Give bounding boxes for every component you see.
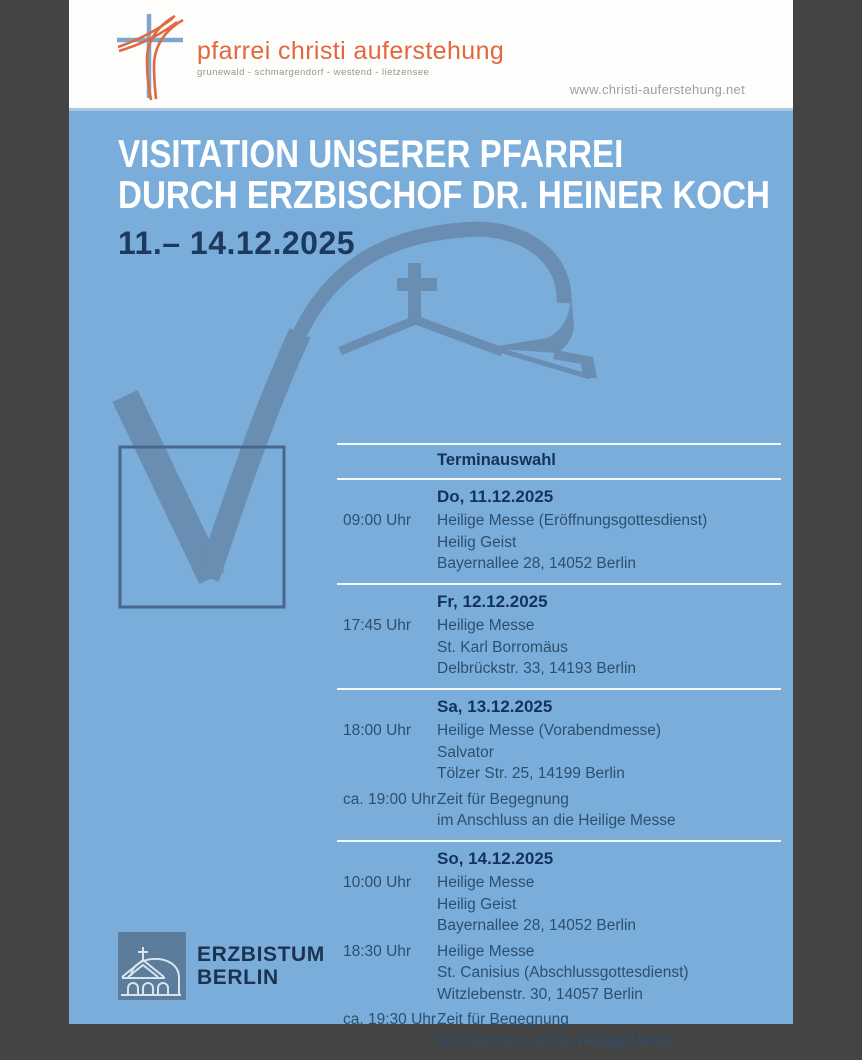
day-title: So, 14.12.2025 <box>437 848 781 870</box>
poster-title <box>118 134 770 216</box>
entry-time: 10:00 Uhr <box>337 872 437 937</box>
entry-time: 17:45 Uhr <box>337 615 437 680</box>
entry-line: im Anschluss an die Heilige Messe <box>437 1031 781 1053</box>
day-title: Sa, 13.12.2025 <box>437 696 781 718</box>
entry-time: 18:30 Uhr <box>337 941 437 1006</box>
parish-logo-icon <box>113 10 189 104</box>
brand-block <box>197 38 504 78</box>
poster-title-line1: VISITATION UNSERER PFARREI <box>118 134 770 175</box>
entry-line: Tölzer Str. 25, 14199 Berlin <box>437 763 781 785</box>
schedule-day-sunday <box>337 842 781 1060</box>
entry-time: ca. 19:30 Uhr <box>337 1009 437 1052</box>
entry-line: St. Canisius (Abschlussgottesdienst) <box>437 962 781 984</box>
cathedral-icon <box>118 932 186 1000</box>
schedule-entry <box>337 872 781 937</box>
entry-line: Heilige Messe <box>437 872 781 894</box>
schedule-day-friday <box>337 585 781 688</box>
hero-block <box>118 134 862 262</box>
entry-time: ca. 19:00 Uhr <box>337 789 437 832</box>
entry-line: Heilige Messe (Eröffnungsgottesdienst) <box>437 510 781 532</box>
poster-page <box>69 0 793 1024</box>
schedule-entry <box>337 615 781 680</box>
schedule-entry <box>337 510 781 575</box>
schedule-day-thursday <box>337 480 781 583</box>
schedule-header-row <box>337 445 781 478</box>
brand-name: pfarrei christi auferstehung <box>197 38 504 64</box>
entry-line: Bayernallee 28, 14052 Berlin <box>437 915 781 937</box>
diocese-name <box>197 943 325 989</box>
entry-line: Heilig Geist <box>437 532 781 554</box>
diocese-name-line1: ERZBISTUM <box>197 943 325 966</box>
arc-foot <box>553 350 597 378</box>
church-roof <box>340 319 590 377</box>
entry-line: Heilige Messe (Vorabendmesse) <box>437 720 781 742</box>
ballot-box <box>120 447 284 607</box>
church-cross-icon <box>397 263 437 325</box>
schedule-header: Terminauswahl <box>437 450 781 472</box>
entry-time: 18:00 Uhr <box>337 720 437 785</box>
entry-line: St. Karl Borromäus <box>437 637 781 659</box>
header-accent-line <box>69 108 793 111</box>
day-title: Do, 11.12.2025 <box>437 486 781 508</box>
entry-line: Bayernallee 28, 14052 Berlin <box>437 553 781 575</box>
check-right-stroke <box>208 333 300 578</box>
schedule-entry <box>337 1009 781 1052</box>
entry-line: Zeit für Begegnung <box>437 1009 781 1031</box>
entry-time: 09:00 Uhr <box>337 510 437 575</box>
schedule-entry <box>337 789 781 832</box>
entry-line: im Anschluss an die Heilige Messe <box>437 810 781 832</box>
website-link[interactable]: www.christi-auferstehung.net <box>570 82 745 97</box>
entry-line: Heilige Messe <box>437 615 781 637</box>
poster-date-range: 11.– 14.12.2025 <box>118 225 862 262</box>
brand-subtitle: grunewald - schmargendorf - westend - lietzensee <box>197 67 504 78</box>
schedule-day-saturday <box>337 690 781 840</box>
entry-line: Salvator <box>437 742 781 764</box>
entry-line: Delbrückstr. 33, 14193 Berlin <box>437 658 781 680</box>
page-header <box>69 0 793 108</box>
entry-line: Heilige Messe <box>437 941 781 963</box>
schedule-entry <box>337 941 781 1006</box>
check-left-stroke <box>125 396 212 578</box>
entry-line: Witzlebenstr. 30, 14057 Berlin <box>437 984 781 1006</box>
diocese-name-line2: BERLIN <box>197 966 325 989</box>
entry-line: Zeit für Begegnung <box>437 789 781 811</box>
schedule-table <box>337 443 781 1060</box>
poster-title-line2: DURCH ERZBISCHOF DR. HEINER KOCH <box>118 175 770 216</box>
diocese-logo <box>118 932 325 1000</box>
day-title: Fr, 12.12.2025 <box>437 591 781 613</box>
schedule-entry <box>337 720 781 785</box>
arc-fold <box>485 292 574 353</box>
entry-line: Heilig Geist <box>437 894 781 916</box>
